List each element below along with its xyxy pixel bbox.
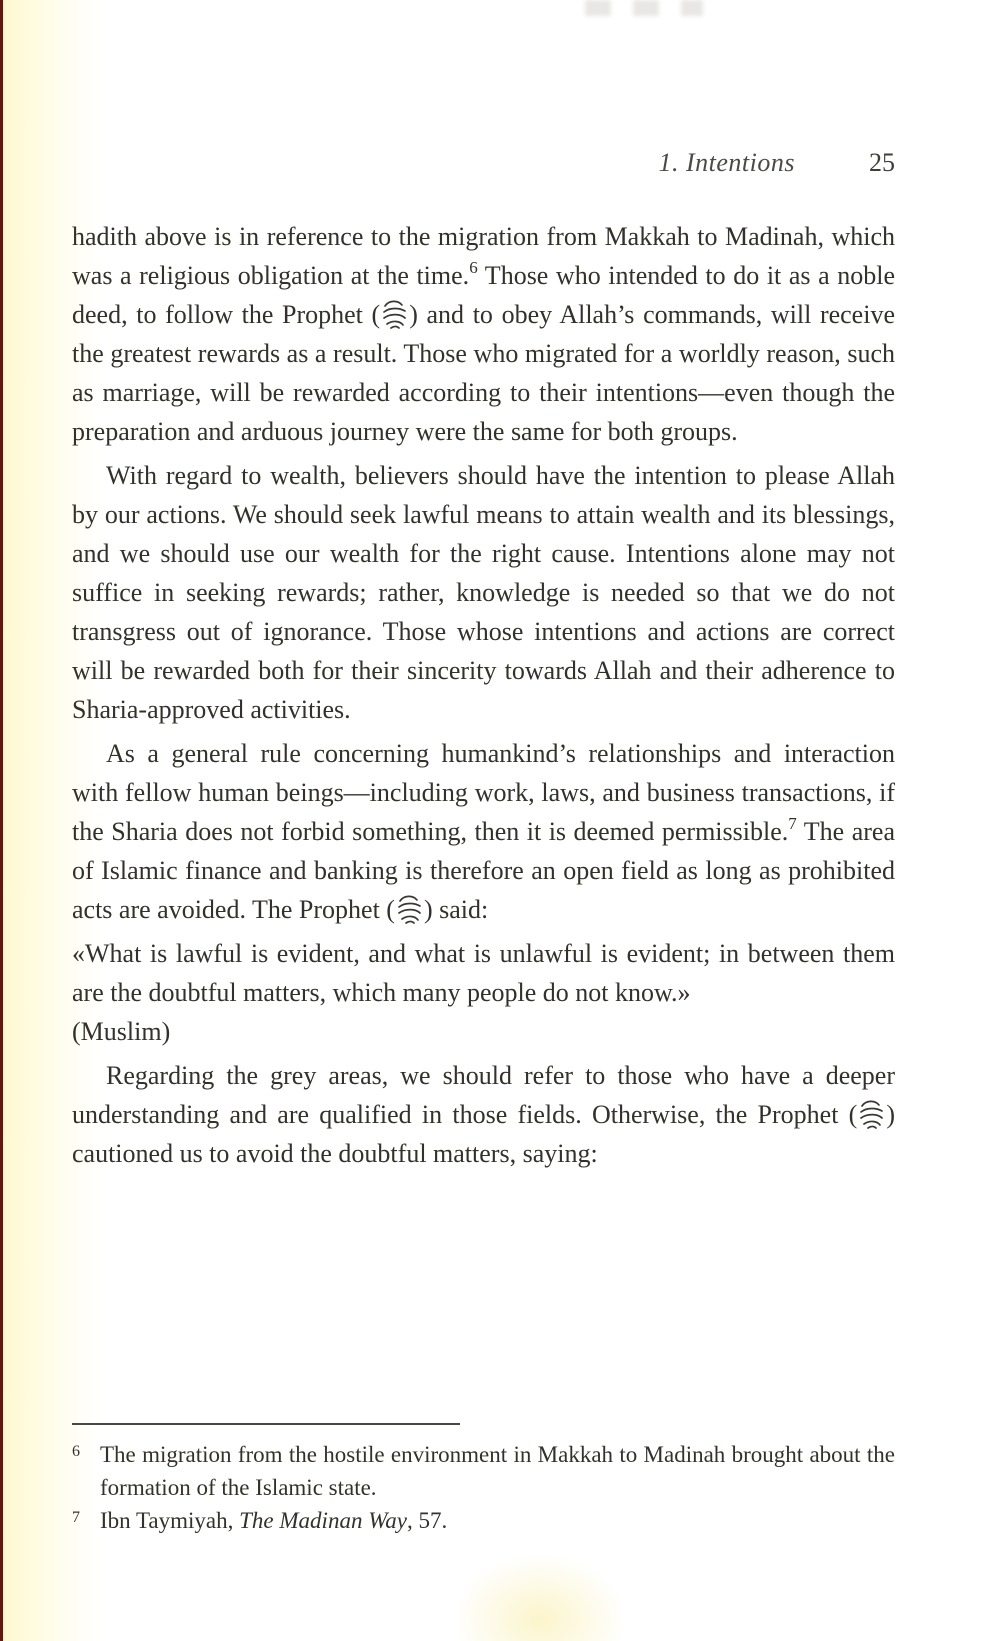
footnote-reference-6: 6 [469, 258, 478, 277]
paragraph-text: With regard to wealth, believers should have the intention to please Allah by our actions. We should seek lawful means to attain wealth and its blessings, and we should use our wealth for the right cause. Intentions alone may not suffice in seeking rewards; rather, knowledge is needed so that we do not transgress out of ignorance. Those whose intentions and actions are correct will be rewarded both for their sincerity towards Allah and their adherence to Sharia-approved activities. [72, 461, 895, 724]
paragraph-text: As a general rule concerning humankind’s relationships and interaction with fellow human beings—including work, laws, and business transactions, if the Sharia does not forbid something, then it is deemed permissible. [72, 739, 895, 846]
pbuh-seal-icon [858, 1098, 885, 1130]
paragraph-text: hadith above is in reference to the migration from Makkah to Madinah, which was a religious obligation at the time. [72, 222, 895, 290]
paragraph-text: ) and to obey Allah’s commands, will receive the greatest rewards as a result. Those who migrated for a worldly reason, such as marriage, will be rewarded according to their intentions—even though the preparation and arduous journey were the same for both groups. [72, 300, 895, 446]
quote-attribution: (Muslim) [72, 1017, 171, 1046]
body-text [72, 217, 895, 1178]
paragraph-general-rule [72, 734, 895, 929]
paragraph-wealth [72, 456, 895, 729]
footnote-7 [72, 1504, 895, 1537]
footnote-number: 6 [72, 1443, 80, 1460]
footnote-text: Ibn Taymiyah, [100, 1508, 240, 1533]
scan-stain [455, 1555, 625, 1641]
paragraph-text: Those who intended to do it as a noble deed, to follow the Prophet ( [72, 261, 896, 329]
paragraph-migration [72, 217, 895, 451]
spine-edge-line [0, 0, 3, 1641]
paragraph-text: Regarding the grey areas, we should refer to those who have a deeper understanding and are qualified in those fields. Otherwise, the Prophet ( [72, 1061, 895, 1129]
paragraph-grey-areas [72, 1056, 895, 1173]
paragraph-text: The area of Islamic finance and banking is therefore an open field as long as prohibited acts are avoided. The Prophet ( [72, 817, 896, 924]
footnote-text: The migration from the hostile environment in Makkah to Madinah brought about the formation of the Islamic state. [100, 1442, 895, 1500]
paragraph-text: ) said: [423, 895, 489, 924]
page-number: 25 [869, 148, 895, 177]
paragraph-text: ) cautioned us to avoid the doubtful matters, saying: [72, 1100, 895, 1168]
footnote-reference-7: 7 [788, 814, 797, 833]
pbuh-seal-icon [381, 298, 408, 330]
quote-text: «What is lawful is evident, and what is unlawful is evident; in between them are the doubtful matters, which many people do not know.» [72, 939, 895, 1007]
footnote-number: 7 [72, 1509, 80, 1526]
footnotes-section [72, 1423, 895, 1537]
footnote-6 [72, 1438, 895, 1504]
footnote-book-title: The Madinan Way [239, 1508, 407, 1533]
hadith-quote [72, 934, 895, 1051]
page-header [72, 146, 895, 180]
scan-smudge [585, 0, 703, 16]
footnote-separator [72, 1423, 460, 1425]
running-head: 1. Intentions [658, 148, 795, 177]
footnote-text: , 57. [406, 1508, 448, 1533]
pbuh-seal-icon [396, 893, 423, 925]
